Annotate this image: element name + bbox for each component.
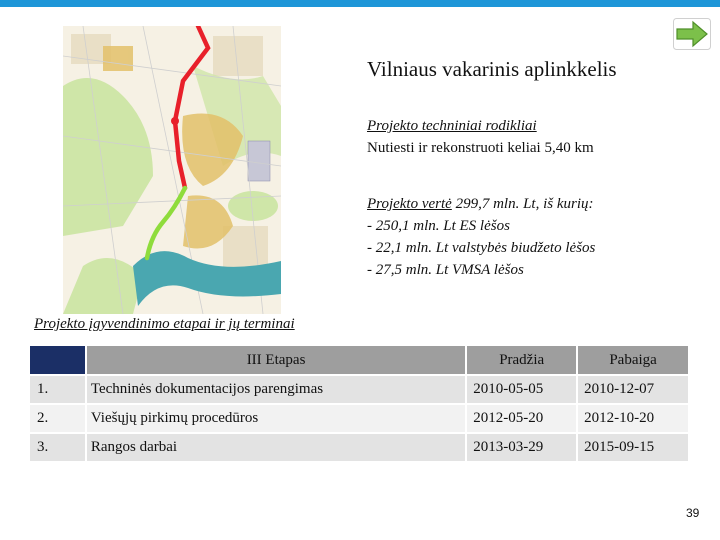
row-start: 2013-03-29 bbox=[466, 433, 577, 462]
page-number: 39 bbox=[686, 506, 700, 520]
row-end: 2012-10-20 bbox=[577, 404, 689, 433]
slide-title: Vilniaus vakarinis aplinkkelis bbox=[367, 57, 617, 81]
table-row bbox=[30, 433, 689, 462]
row-description: Rangos darbai bbox=[86, 433, 466, 462]
top-accent-bar bbox=[0, 0, 720, 7]
table-row bbox=[30, 404, 689, 433]
row-number: 2. bbox=[30, 404, 86, 433]
row-start: 2012-05-20 bbox=[466, 404, 577, 433]
header-number bbox=[30, 346, 86, 375]
row-start: 2010-05-05 bbox=[466, 375, 577, 404]
value-section bbox=[367, 193, 595, 281]
stages-heading: Projekto įgyvendinimo etapai ir jų terminai bbox=[34, 316, 295, 332]
value-line: - 22,1 mln. Lt valstybės biudžeto lėšos bbox=[367, 240, 596, 256]
stages-table bbox=[30, 346, 690, 463]
value-heading-rest: 299,7 mln. Lt, iš kurių: bbox=[451, 196, 594, 212]
next-slide-button[interactable] bbox=[673, 18, 711, 50]
row-number: 3. bbox=[30, 433, 86, 462]
header-stage: III Etapas bbox=[86, 346, 466, 375]
table-header-row bbox=[30, 346, 689, 375]
right-arrow-icon bbox=[674, 19, 711, 50]
table-row bbox=[30, 375, 689, 404]
header-end: Pabaiga bbox=[577, 346, 689, 375]
value-line: - 27,5 mln. Lt VMSA lėšos bbox=[367, 262, 524, 278]
row-number: 1. bbox=[30, 375, 86, 404]
technical-text: Nutiesti ir rekonstruoti keliai 5,40 km bbox=[367, 140, 594, 156]
header-start: Pradžia bbox=[466, 346, 577, 375]
row-description: Techninės dokumentacijos parengimas bbox=[86, 375, 466, 404]
row-end: 2015-09-15 bbox=[577, 433, 689, 462]
row-description: Viešųjų pirkimų procedūros bbox=[86, 404, 466, 433]
row-end: 2010-12-07 bbox=[577, 375, 689, 404]
technical-heading: Projekto techniniai rodikliai bbox=[367, 118, 537, 134]
route-map bbox=[63, 26, 281, 314]
value-line: - 250,1 mln. Lt ES lėšos bbox=[367, 218, 510, 234]
technical-section bbox=[367, 115, 594, 159]
value-heading: Projekto vertė bbox=[367, 196, 452, 212]
